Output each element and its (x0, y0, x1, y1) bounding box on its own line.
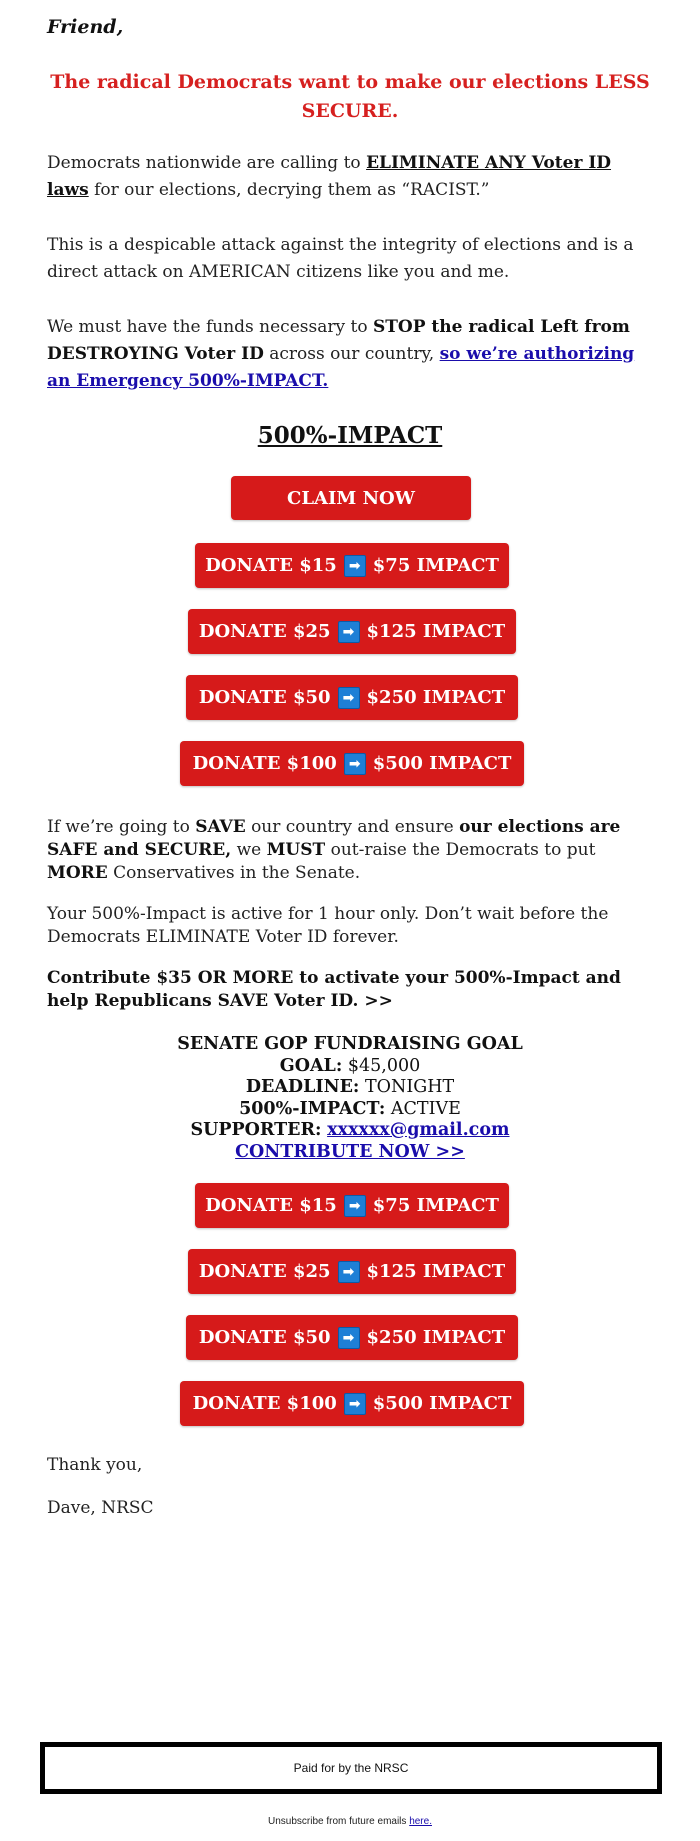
impact-amount: $500 IMPACT (372, 1393, 512, 1414)
arrow-right-icon: ➡ (344, 753, 366, 775)
salutation: Friend, (47, 16, 124, 38)
goal-value: $45,000 (347, 1055, 421, 1076)
arrow-right-icon: ➡ (344, 1195, 366, 1217)
fundraising-goal-block (0, 1034, 700, 1163)
impact-title: 500%-IMPACT (257, 422, 443, 449)
p4-h: MORE (47, 863, 108, 883)
p3-strong: STOP the radical Left from DESTROYING Voter ID (47, 317, 630, 364)
paid-for-text: Paid for by the NRSC (293, 1761, 409, 1775)
donate-amount: DONATE $50 (198, 687, 331, 708)
unsubscribe-text: Unsubscribe from future emails (268, 1816, 410, 1827)
donate-button[interactable] (195, 543, 509, 588)
impact-amount: $125 IMPACT (366, 621, 506, 642)
donate-button[interactable] (180, 741, 524, 786)
paragraph-funds (47, 314, 657, 395)
donate-amount: DONATE $100 (192, 1393, 337, 1414)
paid-for-box (40, 1742, 662, 1794)
donate-button[interactable] (186, 1315, 518, 1360)
p1-post: for our elections, decrying them as “RACIST.” (88, 180, 490, 200)
goal-title: SENATE GOP FUNDRAISING GOAL (177, 1034, 523, 1054)
arrow-right-icon: ➡ (338, 1327, 360, 1349)
impact-amount: $75 IMPACT (372, 1195, 499, 1216)
paragraph-voter-id (47, 150, 657, 204)
donate-amount: DONATE $25 (198, 621, 331, 642)
impact-amount: $75 IMPACT (372, 555, 499, 576)
paragraph-save (47, 816, 657, 885)
thanks: Thank you, (47, 1455, 143, 1475)
claim-now-button[interactable]: CLAIM NOW (231, 476, 471, 520)
unsubscribe-line (0, 1816, 700, 1827)
signature: Dave, NRSC (47, 1498, 154, 1518)
p1-strong: ELIMINATE ANY Voter ID laws (47, 153, 612, 200)
donate-amount: DONATE $25 (198, 1261, 331, 1282)
p1-pre: Democrats nationwide are calling to (47, 153, 367, 173)
deadline-label: DEADLINE: (245, 1077, 360, 1097)
arrow-right-icon: ➡ (344, 1393, 366, 1415)
impact-amount: $250 IMPACT (366, 687, 506, 708)
impact-status-value: ACTIVE (390, 1098, 461, 1119)
donate-button[interactable] (180, 1381, 524, 1426)
p4-b: SAVE (195, 817, 246, 837)
p3-mid: across our country, (263, 344, 440, 364)
deadline-value: TONIGHT (364, 1077, 455, 1097)
p4-e: we (231, 840, 267, 860)
p4-a: If we’re going to (47, 817, 196, 837)
supporter-email-link[interactable]: xxxxxx@gmail.com (327, 1120, 510, 1140)
donate-amount: DONATE $50 (198, 1327, 331, 1348)
goal-label: GOAL: (279, 1055, 343, 1076)
contribute-now-link[interactable]: CONTRIBUTE NOW >> (235, 1141, 465, 1162)
arrow-right-icon: ➡ (344, 555, 366, 577)
donate-amount: DONATE $15 (205, 1195, 337, 1216)
p3-pre: We must have the funds necessary to (47, 317, 373, 337)
donate-amount: DONATE $100 (192, 753, 337, 774)
paragraph-attack: This is a despicable attack against the integrity of elections and is a direct attack on AMERICAN citizens like you and me. (47, 235, 634, 282)
paragraph-contribute: Contribute $35 OR MORE to activate your 500%-Impact and help Republicans SAVE Voter ID. >> (47, 968, 621, 1011)
p4-f: MUST (266, 840, 326, 860)
impact-amount: $500 IMPACT (372, 753, 512, 774)
donate-button[interactable] (195, 1183, 509, 1228)
arrow-right-icon: ➡ (338, 621, 360, 643)
donate-button[interactable] (188, 609, 516, 654)
p4-c: our country and ensure (245, 817, 460, 837)
impact-amount: $125 IMPACT (366, 1261, 506, 1282)
paragraph-one-hour: Your 500%-Impact is active for 1 hour only. Don’t wait before the Democrats ELIMINATE Voter ID forever. (47, 904, 609, 947)
p4-d: our elections are SAFE and SECURE, (47, 817, 621, 860)
donate-amount: DONATE $15 (205, 555, 337, 576)
impact-status-label: 500%-IMPACT: (239, 1098, 386, 1119)
donate-button[interactable] (188, 1249, 516, 1294)
p4-i: Conservatives in the Senate. (107, 863, 361, 883)
arrow-right-icon: ➡ (338, 1261, 360, 1283)
unsubscribe-link[interactable]: here. (409, 1816, 432, 1827)
headline: The radical Democrats want to make our elections LESS SECURE. (50, 71, 650, 122)
supporter-label: SUPPORTER: (190, 1120, 322, 1140)
emergency-impact-link[interactable]: so we’re authorizing an Emergency 500%-IMPACT. (47, 344, 635, 391)
donate-button[interactable] (186, 675, 518, 720)
arrow-right-icon: ➡ (338, 687, 360, 709)
p4-g: out-raise the Democrats to put (325, 840, 596, 860)
impact-amount: $250 IMPACT (366, 1327, 506, 1348)
